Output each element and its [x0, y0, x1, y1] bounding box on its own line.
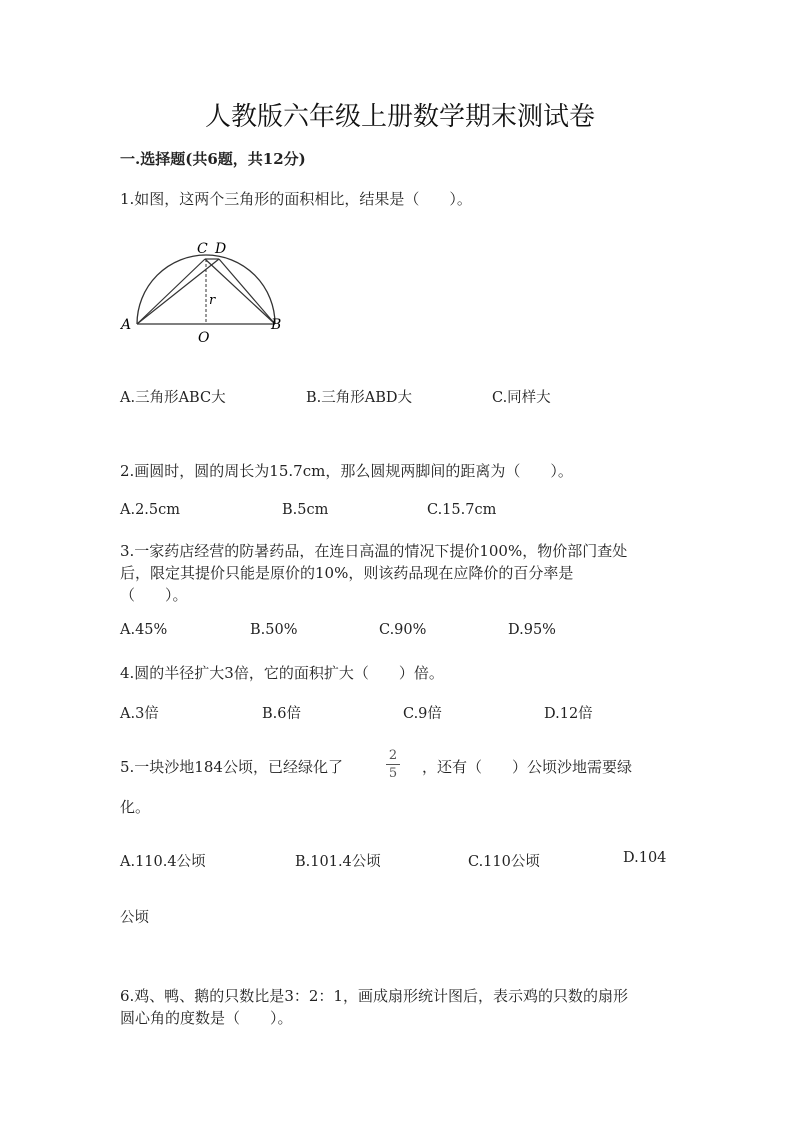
- q2-option-a: A.2.5cm: [120, 502, 181, 518]
- question-1-text: 1.如图，这两个三角形的面积相比，结果是（ ）。: [120, 190, 472, 208]
- label-d: D: [215, 241, 227, 257]
- question-5-line-2: 化。: [120, 798, 151, 816]
- question-3-line-3: （ ）。: [120, 586, 188, 604]
- q5-option-c: C.110公顷: [468, 854, 540, 870]
- q1-option-c: C.同样大: [492, 390, 551, 406]
- q4-option-b: B.6倍: [262, 706, 301, 722]
- q3-option-a: A.45%: [120, 622, 168, 638]
- q4-option-d: D.12倍: [544, 706, 593, 722]
- q3-option-d: D.95%: [508, 622, 556, 638]
- q4-option-c: C.9倍: [403, 706, 442, 722]
- page-title: 人教版六年级上册数学期末测试卷: [204, 102, 595, 132]
- question-5-text-after: ，还有（ ）公顷沙地需要绿: [422, 758, 633, 776]
- q2-option-b: B.5cm: [282, 502, 329, 518]
- q1-option-b: B.三角形ABD大: [306, 390, 413, 406]
- q5-option-d: D.104: [623, 850, 667, 866]
- q5-option-b: B.101.4公顷: [295, 854, 381, 870]
- question-3-line-1: 3.一家药店经营的防暑药品，在连日高温的情况下提价100%，物价部门查处: [120, 542, 628, 560]
- fraction-two-fifths: [386, 748, 400, 781]
- q3-option-b: B.50%: [250, 622, 298, 638]
- label-c: C: [197, 241, 208, 257]
- q3-option-c: C.90%: [379, 622, 427, 638]
- label-b: B: [271, 317, 282, 333]
- fraction-numerator: 2: [388, 748, 398, 763]
- question-6-line-1: 6.鸡、鸭、鹅的只数比是3：2：1，画成扇形统计图后，表示鸡的只数的扇形: [120, 987, 628, 1005]
- question-5-text-before: 5.一块沙地184公顷，已经绿化了: [120, 758, 343, 776]
- question-1-figure: [115, 238, 295, 350]
- question-3-line-2: 后，限定其提价只能是原价的10%，则该药品现在应降价的百分率是: [120, 564, 574, 582]
- question-4-text: 4.圆的半径扩大3倍，它的面积扩大（ ）倍。: [120, 664, 444, 682]
- label-r: r: [209, 293, 216, 308]
- label-a: A: [121, 317, 132, 333]
- q5-option-a: A.110.4公顷: [120, 854, 206, 870]
- q1-option-a: A.三角形ABC大: [120, 390, 226, 406]
- label-o: O: [198, 330, 210, 346]
- q5-option-d-wrap: 公顷: [120, 910, 149, 926]
- q2-option-c: C.15.7cm: [427, 502, 497, 518]
- section-heading: 一.选择题(共6题，共12分): [120, 150, 306, 168]
- q4-option-a: A.3倍: [120, 706, 159, 722]
- question-2-text: 2.画圆时，圆的周长为15.7cm，那么圆规两脚间的距离为（ ）。: [120, 462, 573, 480]
- question-6-line-2: 圆心角的度数是（ ）。: [120, 1009, 293, 1027]
- fraction-denominator: 5: [388, 766, 398, 781]
